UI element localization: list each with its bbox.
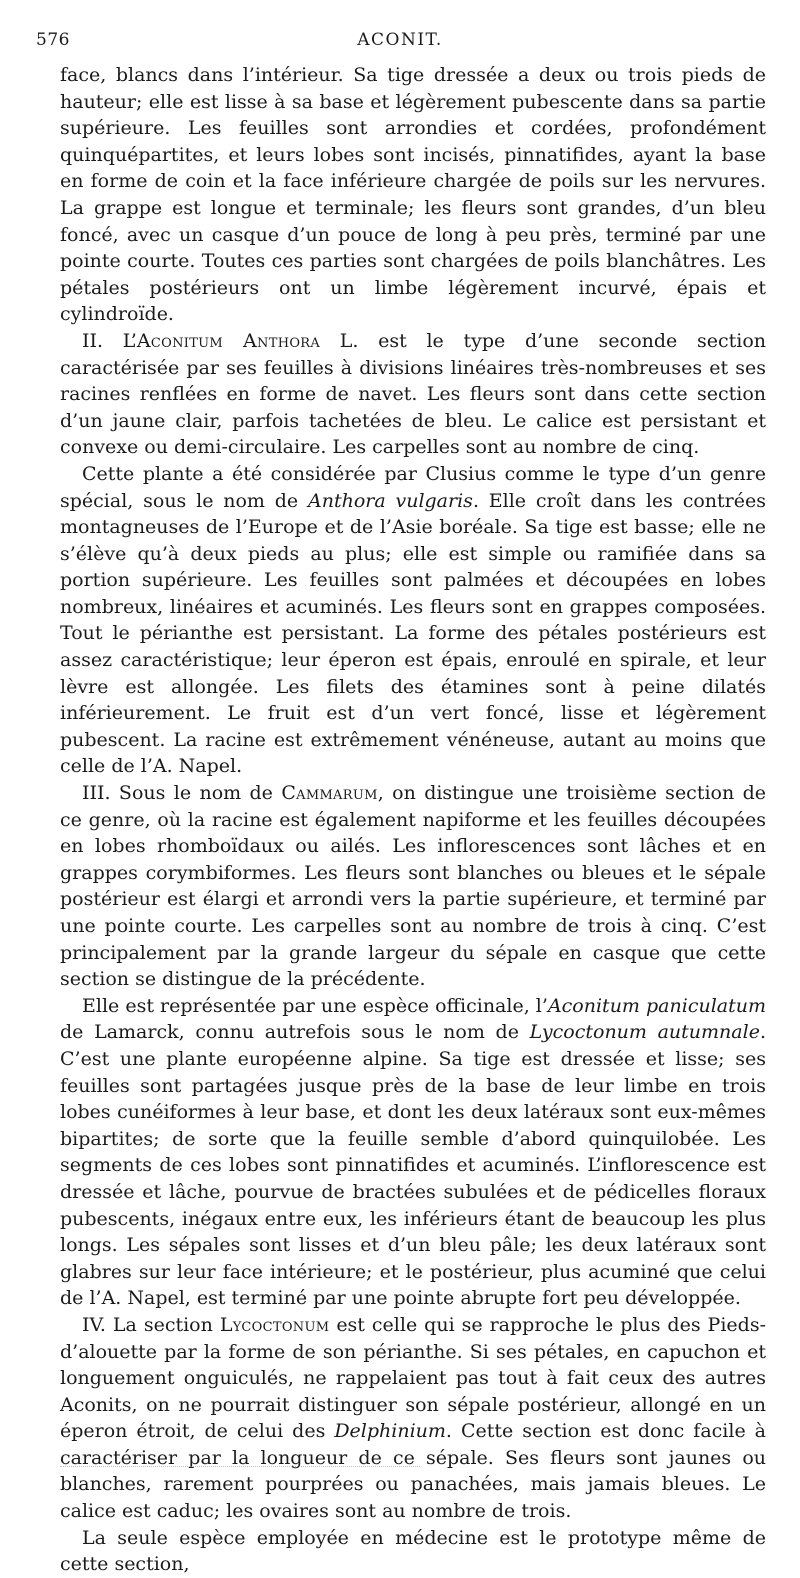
small-caps-term: Aconitum Anthora (136, 329, 321, 352)
italic-term: Aconitum paniculatum (547, 994, 766, 1017)
italic-term: Delphinium (334, 1420, 446, 1443)
text-run: . C’est une plante européenne alpine. Sa tige est dressée et lisse; ses feuilles sont partagées jusque près de la base de leur limbe en trois lobes cunéiformes à leur base, et dont les deux latéraux sont eux-mêmes bipartites; de sorte que la feuille semble d’abord quinquilobée. Les segments de ces lobes sont pinnatifides et acuminés. L’inflorescence est dressée et lâche, pourvue de bractées subulées et de pédicelles floraux pubescents, inégaux entre eux, les inférieurs étant de beaucoup les plus longs. Les sépales sont lisses et d’un bleu pâle; les deux latéraux sont glabres sur leur face intérieure; et le postérieur, plus acuminé que celui de l’A. Napel, est terminé par une pointe abrupte fort peu développée. (60, 1021, 766, 1310)
paragraph-section-ii (60, 328, 766, 461)
page-header (36, 30, 764, 56)
paragraph-section-iii (60, 780, 766, 993)
text-run: est celle qui se rapproche le plus des Pieds-d’alouette par la forme de son périanthe. Si ses pétales, en capuchon et longuement onguiculés, ne rappelaient pas tout à fait ceux des autres Aconits, on ne pourrait distinguer son sépale postérieur, allongé en un éperon étroit, de celui des (60, 1313, 766, 1443)
text-run: . Cette section est donc facile à caractériser par la longueur de ce sépale. Ses fleurs sont jaunes ou blanches, rarement pourprées ou panachées, mais jamais bleues. Le calice est caduc; les ovaires sont au nombre de trois. (60, 1420, 766, 1523)
paragraph-anthora-description (60, 461, 766, 780)
paragraph-section-iv (60, 1312, 766, 1525)
running-title: ACONIT. (357, 30, 443, 50)
page-number: 576 (36, 30, 70, 50)
body-text (60, 62, 766, 1578)
italic-term: Lycoctonum autumnale (529, 1021, 760, 1044)
paragraph-final-line (60, 1525, 766, 1578)
text-run: III. Sous le nom de (82, 782, 282, 805)
text-run: II. L’ (82, 329, 137, 352)
text-run: face, blancs dans l’intérieur. Sa tige dressée a deux ou trois pieds de hauteur; elle est lisse à sa base et légèrement pubescente dans sa partie supérieure. Les feuilles sont arrondies et cordées, profondément quinquépartites, et leurs lobes sont incisés, pinnatifides, ayant la base en forme de coin et la face inférieure chargée de poils sur les nervures. La grappe est longue et terminale; les fleurs sont grandes, d’un bleu foncé, avec un casque d’un pouce de long à peu près, terminé par une pointe courte. Toutes ces parties sont chargées de poils blanchâtres. Les pétales postérieurs ont un limbe légèrement incurvé, épais et cylindroïde. (60, 64, 766, 326)
paragraph-continuation (60, 62, 766, 328)
footer-print-marks (60, 1466, 420, 1469)
text-run: . Elle croît dans les contrées montagneuses de l’Europe et de l’Asie boréale. Sa tige est basse; elle ne s’élève qu’à deux pieds au plus; elle est simple ou ramifiée dans sa portion supérieure. Les feuilles sont palmées et découpées en lobes nombreux, linéaires et acuminés. Les fleurs sont en grappes composées. Tout le périanthe est persistant. La forme des pétales postérieurs est assez caractéristique; leur éperon est épais, enroulé en spirale, et leur lèvre est allongée. Les filets des étamines sont à peine dilatés inférieurement. Le fruit est d’un vert foncé, lisse et légèrement pubescent. La racine est extrêmement vénéneuse, autant au moins que celle de l’A. Napel. (60, 489, 767, 778)
italic-term: Anthora vulgaris (307, 489, 473, 512)
text-run: , on distingue une troisième section de ce genre, où la racine est également napiforme et les feuilles découpées en lobes rhomboïdaux ou ailés. Les inflorescences sont lâches et en grappes corymbiformes. Les fleurs sont blanches ou bleues et le sépale postérieur est élargi et arrondi vers la partie supérieure, et terminé par une pointe courte. Les carpelles sont au nombre de trois à cinq. C’est principalement par la grande largeur du sépale en casque que cette section se distingue de la précédente. (60, 782, 766, 991)
text-run: Elle est représentée par une espèce officinale, l’ (82, 994, 548, 1017)
text-run: La seule espèce employée en médecine est le prototype même de cette section, (60, 1526, 766, 1576)
small-caps-term: Lycoctonum (219, 1313, 330, 1336)
paragraph-paniculatum-description (60, 993, 766, 1312)
text-run: Cette plante a été considérée par Clusius comme le type d’un genre spécial, sous le nom de (60, 462, 766, 512)
text-run: L. est le type d’une seconde section caractérisée par ses feuilles à divisions linéaires très-nombreuses et ses racines renflées en forme de navet. Les fleurs sont dans cette section d’un jaune clair, parfois tachetées de bleu. Le calice est persistant et convexe ou demi-circulaire. Les carpelles sont au nombre de cinq. (60, 329, 766, 459)
text-run: de Lamarck, connu autrefois sous le nom de (60, 1021, 530, 1044)
small-caps-term: Cammarum (281, 782, 378, 805)
text-run: IV. La section (82, 1313, 220, 1336)
